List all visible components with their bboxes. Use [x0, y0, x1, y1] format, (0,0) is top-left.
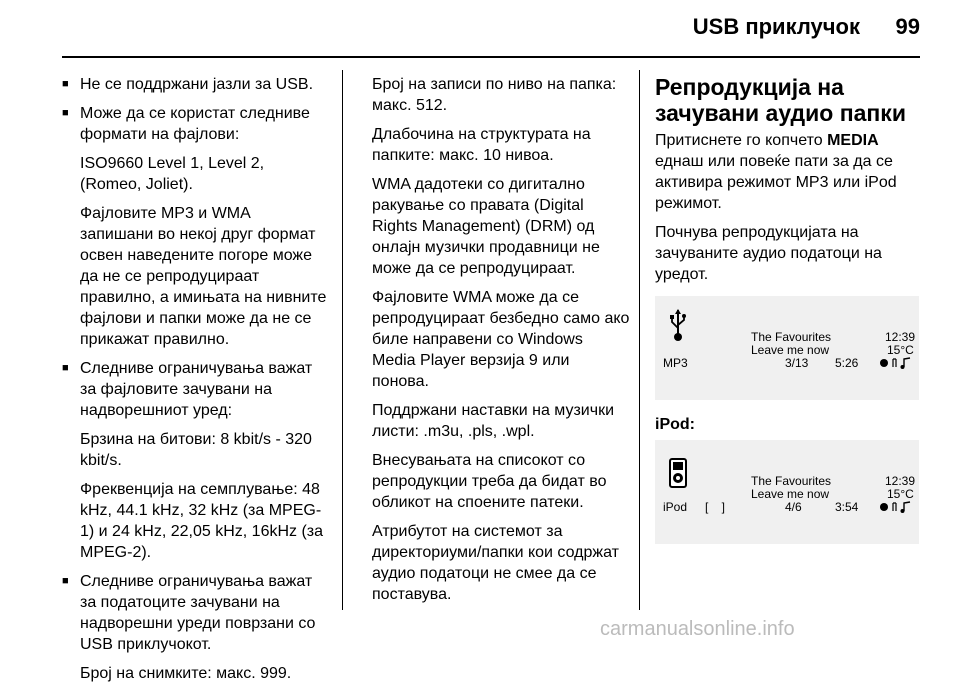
bullet-file-restrictions: ■ Следниве ограничувања важат за фајловите зачувани на надворешниот уред: [62, 358, 327, 421]
paragraph-bitrate: Брзина на битови: 8 kbit/s - 320 kbit/s. [80, 431, 312, 469]
paragraph-playlist-ext: Поддржани наставки на музички листи: .m3u, .pls, .wpl. [372, 402, 615, 440]
paragraph-playback-start: Почнува репродукцијата на зачуваните аудио податоци на уредот. [655, 224, 882, 283]
mp3-artist: Leave me now [751, 343, 830, 357]
ipod-track-number: 4/6 [785, 500, 802, 514]
column-3 [655, 74, 923, 322]
ipod-clock: 12:39 [885, 474, 916, 488]
paragraph-attribute: Атрибутот на системот за директориуми/папки кои содржат аудио податоци не смее да се поставува. [372, 523, 619, 603]
bullet-file-formats: ■ Може да се користат следниве формати на фајлови: [62, 103, 327, 145]
bullet-data-restrictions: ■ Следниве ограничувања важат за податоците зачувани на надворешни уреди поврзани со USB приклучокот. [62, 571, 327, 655]
page-header-title: USB приклучок [692, 14, 860, 39]
ipod-mode-label: iPod [663, 500, 688, 514]
mp3-track-number: 3/13 [785, 356, 809, 370]
mp3-track-title: The Favourites [751, 330, 832, 344]
column-2 [372, 74, 630, 613]
paragraph-mp3-wma-note: Фајловите MP3 и WMA запишани во некој друг формат освен наведените погоре може да не се репродуцираат правилно, а имињата на нивните фајлови и папки може да не се прикажат правилно. [80, 205, 327, 348]
ipod-status-icons [879, 500, 913, 514]
bullet-unsupported-hubs: ■ Не се поддржани јазли за USB. [62, 74, 327, 95]
paragraph-tracks-per-folder: Број на записи по ниво на папка: макс. 512. [372, 76, 617, 114]
cd-icon [880, 359, 888, 367]
ipod-artist: Leave me now [751, 487, 830, 501]
paragraph-track-count: Број на снимките: макс. 999. [80, 665, 292, 682]
paragraph-wma-player: Фајловите WMA може да се репродуцираат безбедно само ако биле направени со Windows Media Player верзија 9 или понова. [372, 289, 630, 390]
paragraph-folder-depth: Длабочина на структурата на папките: макс. 10 нивоа. [372, 126, 591, 164]
page-number: 99 [895, 14, 920, 39]
mp3-display-screen [655, 296, 919, 400]
paragraph-playlist-paths: Внесувањата на списокот со репродукции треба да бидат во обликот на споените патеки. [372, 452, 607, 511]
watermark: carmanualsonline.info [600, 618, 795, 640]
paragraph-drm: WMA дадотеки со дигитално ракување со правата (Digital Rights Management) (DRM) од онлајн музички продавници не може да се репродуцираат. [372, 176, 600, 277]
info-icon [893, 359, 896, 367]
mp3-mode-label: MP3 [663, 356, 688, 370]
mp3-duration: 5:26 [835, 356, 859, 370]
media-button-label: MEDIA [827, 132, 879, 149]
header-divider [62, 56, 920, 58]
music-note-icon [904, 358, 910, 367]
label-ipod: iPod: [655, 416, 695, 433]
mp3-clock: 12:39 [885, 330, 916, 344]
ipod-duration: 3:54 [835, 500, 859, 514]
ipod-temperature: 15°C [887, 487, 914, 501]
music-note-icon [904, 502, 910, 511]
column-divider-1 [342, 70, 343, 610]
paragraph-press-media [655, 130, 923, 214]
usb-icon [669, 308, 687, 342]
mp3-status-icons [879, 356, 913, 370]
text-press: Притиснете го копчето [655, 132, 828, 149]
ipod-icon [669, 458, 687, 488]
ipod-display-screen [655, 440, 919, 544]
paragraph-sample-rate: Фреквенција на семплување: 48 kHz, 44.1 kHz, 32 kHz (за MPEG-1) и 24 kHz, 22,05 kHz, 16kHz (за MPEG-2). [80, 481, 324, 561]
section-heading: Репродукција на зачувани аудио папки [655, 74, 906, 126]
ipod-track-title: The Favourites [751, 474, 832, 488]
ipod-label-container [655, 414, 923, 443]
info-icon [893, 503, 896, 511]
mp3-temperature: 15°C [887, 343, 914, 357]
column-divider-2 [639, 70, 640, 610]
text-press-rest: еднаш или повеќе пати за да се активира режимот MP3 или iPod режимот. [655, 153, 897, 212]
cd-icon [880, 503, 888, 511]
paragraph-iso-levels: ISO9660 Level 1, Level 2, (Romeo, Joliet). [80, 155, 265, 193]
column-1 [62, 74, 327, 692]
ipod-brackets: [ ] [705, 500, 726, 514]
